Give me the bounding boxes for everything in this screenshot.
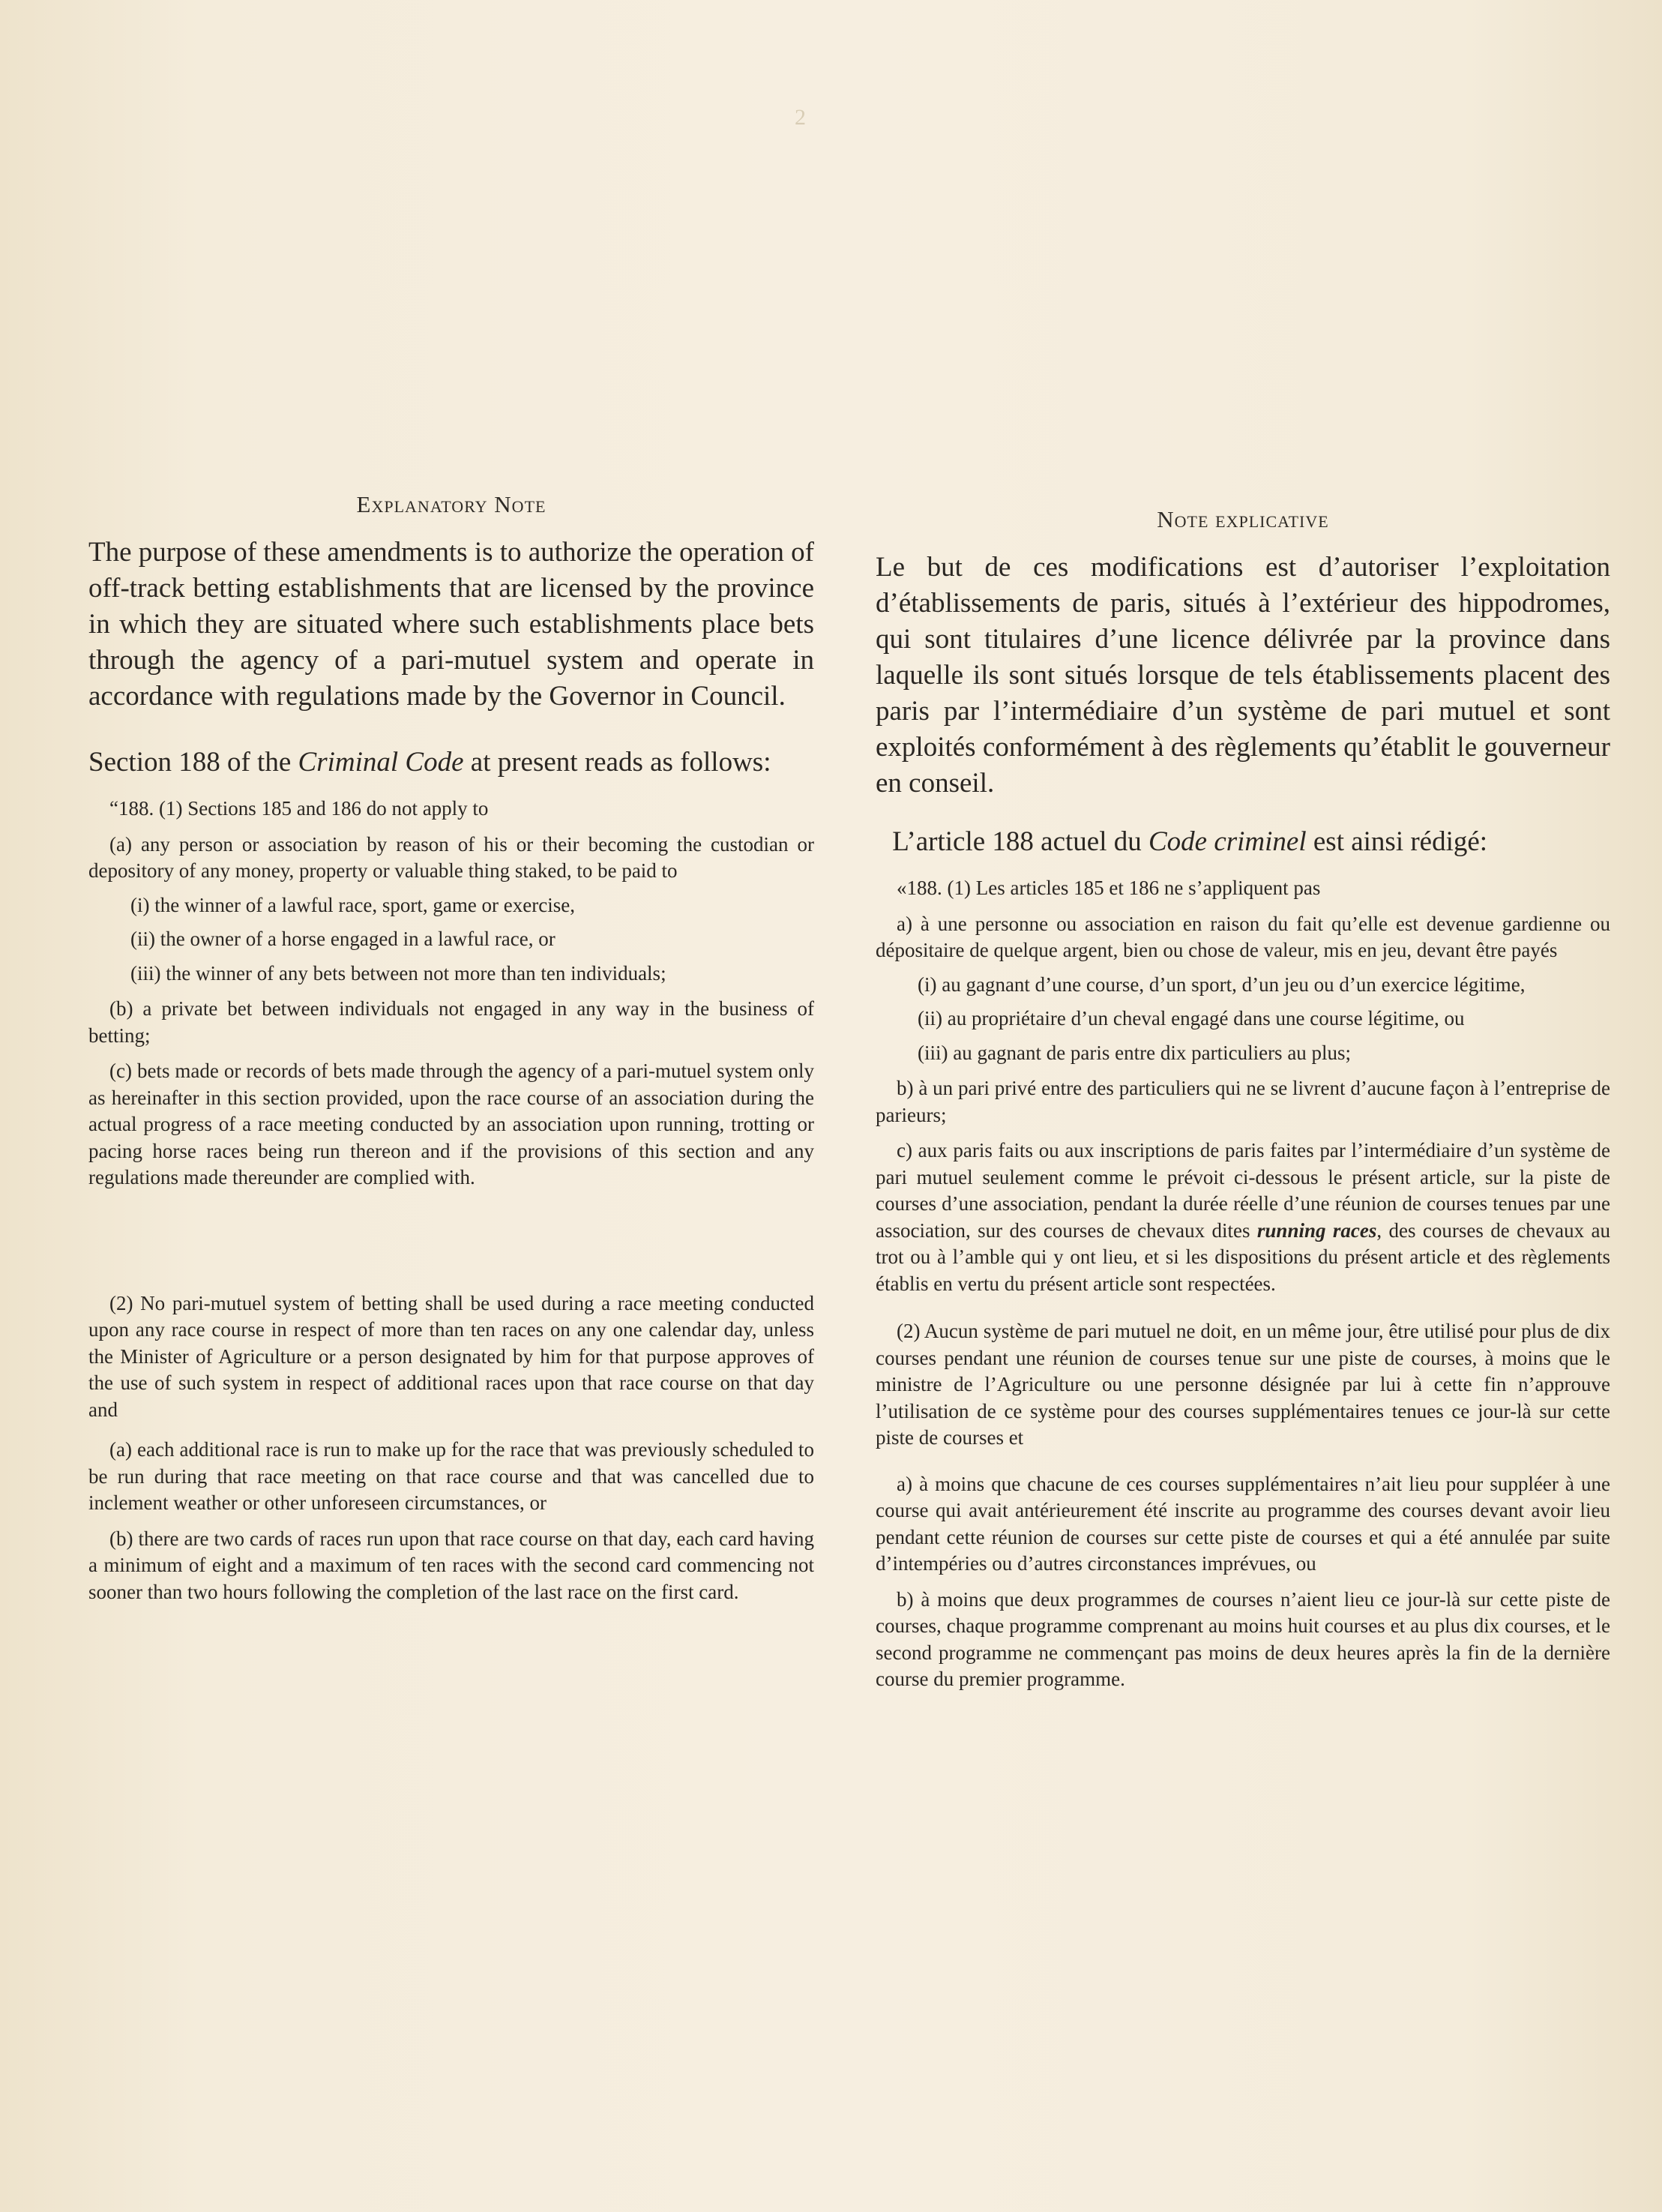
english-intro — [88, 745, 814, 781]
english-s1-a-ii: (ii) the owner of a horse engaged in a lawful race, or — [130, 928, 555, 950]
french-heading: Note explicative — [1157, 506, 1329, 532]
english-s2-b: (b) there are two cards of races run upon that race course on that day, each card having a minimum of eight and a maximum of ten races with the second card commencing not sooner than two hours following the completion of the last race on the first card. — [88, 1527, 814, 1603]
english-s1-c: (c) bets made or records of bets made through the agency of a pari-mutuel system only as hereinafter in this section provided, upon the race course of an association during the actual progress of a race meeting conducted by an association upon running, trotting or pacing horse races being run thereon and if the provisions of this section and any regulations made thereunder are complied with. — [88, 1060, 814, 1188]
french-intro-prefix: L’article 188 actuel du — [892, 826, 1148, 857]
english-s1-a-iii: (iii) the winner of any bets between not more than ten individuals; — [130, 961, 666, 985]
english-s2-a: (a) each additional race is run to make up for the race that was previously scheduled to be run during that race meeting on that race course and that was cancelled due to inclement weather or other unforeseen circumstances, or — [88, 1438, 814, 1514]
english-intro-prefix: Section 188 of the — [88, 747, 298, 778]
english-s1-a-i: (i) the winner of a lawful race, sport, game or exercise, — [130, 893, 575, 916]
french-s2-a: a) à moins que chacune de ces courses supplémentaires n’ait lieu pour suppléer à une course qui avait antérieurement été inscrite au programme des courses devant avoir lieu pendant cette réunion de courses sur cette piste de courses et qui a été annulée par suite d’intempéries ou d’autres circonstances imprévues, ou — [876, 1472, 1610, 1575]
french-s1-c — [876, 1137, 1610, 1297]
french-s1-c-italic: running races — [1256, 1218, 1377, 1242]
english-intro-suffix: at present reads as follows: — [463, 747, 771, 778]
french-intro-italic: Code criminel — [1148, 826, 1307, 857]
french-s1-head: «188. (1) Les articles 185 et 186 ne s’appliquent pas — [897, 877, 1321, 899]
french-s1-a: a) à une personne ou association en raison du fait qu’elle est devenue gardienne ou dépositaire de quelque argent, bien ou chose de valeur, mis en jeu, devant être payés — [876, 912, 1610, 961]
page-number: 2 — [795, 105, 806, 130]
french-column — [876, 491, 1610, 1693]
french-purpose: Le but de ces modifications est d’autoriser l’exploitation d’établissements de paris, situés à l’extérieur des hippodromes, qui sont titulaires d’une licence délivrée par la province dans laquelle ils sont situés lorsque de tels établissements placent des paris par l’intermédiaire d’un système de pari mutuel et sont exploités conformément à des règlements qu’établit le gouverneur en conseil. — [876, 552, 1610, 799]
french-s1-c-before: c) aux paris faits ou aux inscriptions de paris faites par l’intermédiaire d’un système de pari mutuel seulement comme le prévoit ci-dessous le présent article, sur la piste de courses d’une association, pendant la durée réelle d’une réunion de courses tenues par une association, sur des courses de chevaux dites — [876, 1139, 1610, 1242]
english-s1-head: “188. (1) Sections 185 and 186 do not apply to — [109, 797, 489, 820]
english-s1-b: (b) a private bet between individuals not engaged in any way in the business of betting; — [88, 997, 814, 1047]
french-s1-a-ii: (ii) au propriétaire d’un cheval engagé dans une course légitime, ou — [918, 1007, 1465, 1030]
english-s2-head: (2) No pari-mutuel system of betting shall be used during a race meeting conducted upon any race course in respect of more than ten races on any one calendar day, unless the Minister of Agriculture or a person designated by him for that purpose approves of the use of such system in respect of additional races upon that race course on that day and — [88, 1291, 814, 1421]
french-s1-c-after: , des courses de chevaux au trot ou à l’amble qui y ont lieu, et si les dispositions du présent article et des règlements établis en vertu du présent article sont respectées. — [876, 1218, 1610, 1295]
english-column — [88, 491, 814, 1605]
french-s2-b: b) à moins que deux programmes de courses n’aient lieu ce jour-là sur cette piste de courses, chaque programme comprenant au moins huit courses et au plus dix courses, et le second programme ne commençant pas moins de deux heures après la fin de la dernière course du premier programme. — [876, 1587, 1610, 1690]
french-s1-a-i: (i) au gagnant d’une course, d’un sport, d’un jeu ou d’un exercice légitime, — [918, 973, 1526, 996]
english-intro-italic: Criminal Code — [298, 747, 464, 778]
french-s1-b: b) à un pari privé entre des particuliers qui ne se livrent d’aucune façon à l’entreprise de parieurs; — [876, 1077, 1610, 1126]
french-intro — [876, 824, 1610, 860]
french-s2-head: (2) Aucun système de pari mutuel ne doit, en un même jour, être utilisé pour plus de dix courses pendant une réunion de courses tenue sur une piste de courses, à moins que le ministre de l’Agriculture ou une personne désignée par lui à cette fin n’approuve l’utilisation de ce système pour des courses supplémentaires tenues ce jour-là sur cette piste de courses et — [876, 1320, 1610, 1449]
french-s1-a-iii: (iii) au gagnant de paris entre dix particuliers au plus; — [918, 1041, 1352, 1064]
english-heading: Explanatory Note — [356, 491, 547, 517]
english-purpose: The purpose of these amendments is to authorize the operation of off-track betting establishments that are licensed by the province in which they are situated where such establishments place bets through the agency of a pari-mutuel system and operate in accordance with regulations made by the Governor in Council. — [88, 537, 814, 712]
english-s1-a: (a) any person or association by reason of his or their becoming the custodian or depository of any money, property or valuable thing staked, to be paid to — [88, 832, 814, 882]
french-intro-suffix: est ainsi rédigé: — [1306, 826, 1488, 857]
